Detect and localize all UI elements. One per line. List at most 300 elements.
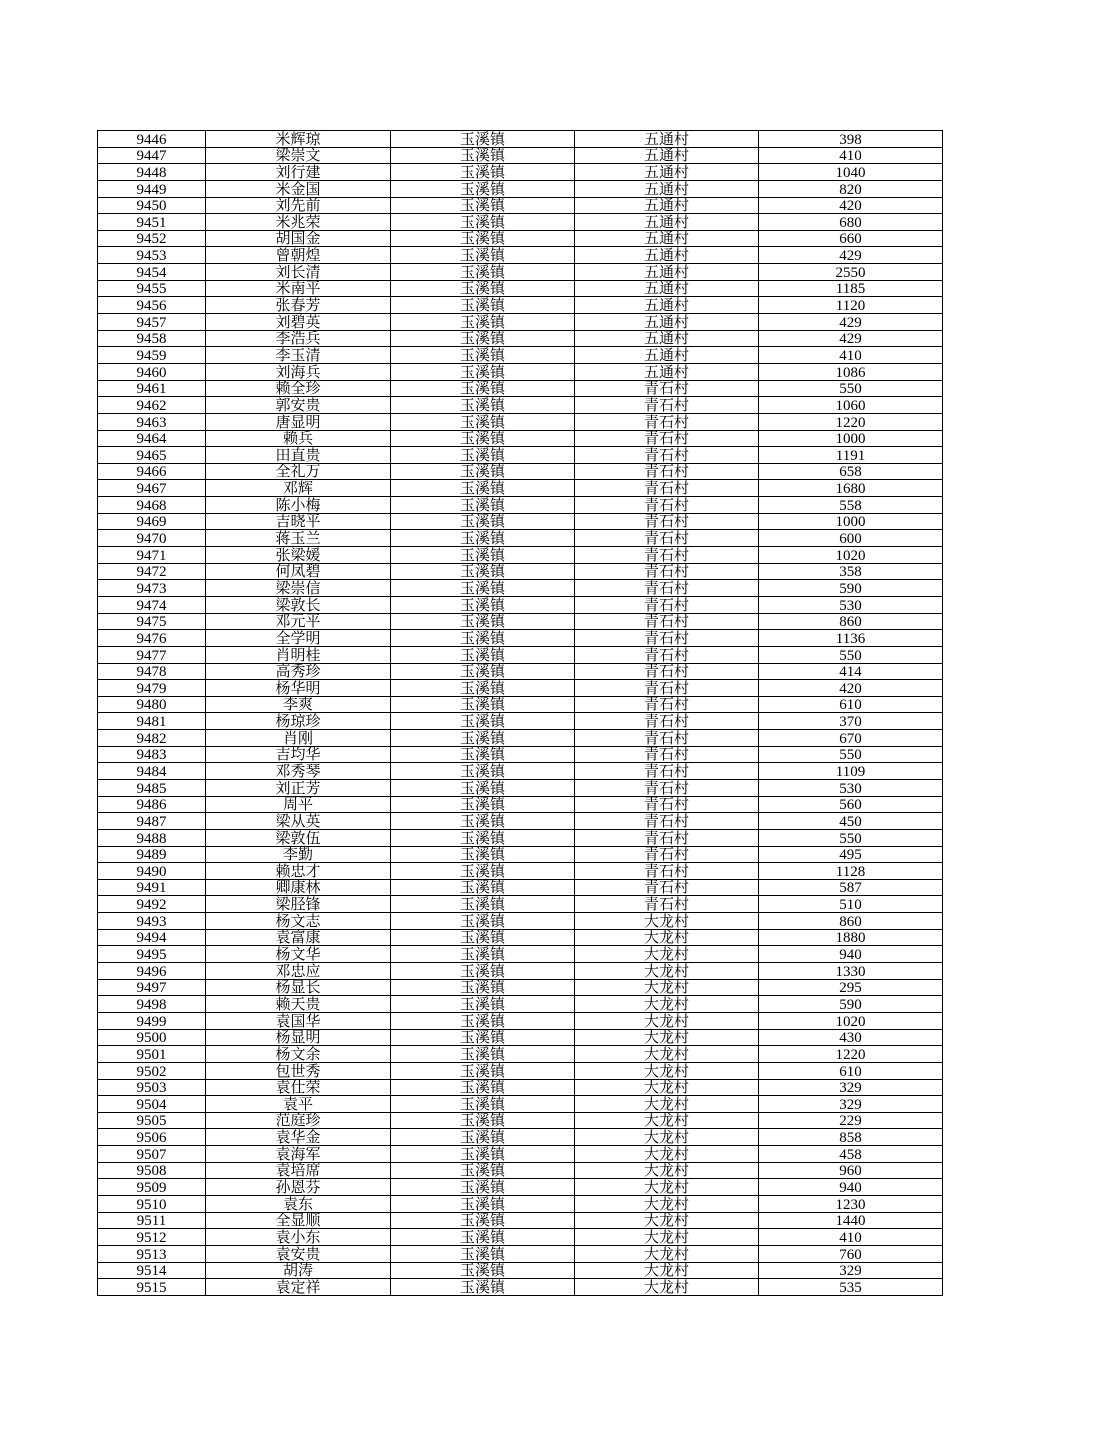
- table-row: [98, 946, 943, 963]
- cell-town: 玉溪镇: [391, 380, 575, 397]
- table-row: [98, 1079, 943, 1096]
- table-row: [98, 663, 943, 680]
- cell-name: 刘先前: [206, 197, 391, 214]
- cell-village: 青石村: [575, 397, 759, 414]
- cell-village: 青石村: [575, 580, 759, 597]
- table-row: [98, 430, 943, 447]
- cell-village: 青石村: [575, 663, 759, 680]
- cell-town: 玉溪镇: [391, 680, 575, 697]
- cell-number: 9496: [98, 963, 206, 980]
- cell-village: 青石村: [575, 430, 759, 447]
- cell-name: 张梁媛: [206, 547, 391, 564]
- table-row: [98, 746, 943, 763]
- cell-town: 玉溪镇: [391, 430, 575, 447]
- cell-number: 9498: [98, 996, 206, 1013]
- cell-town: 玉溪镇: [391, 347, 575, 364]
- cell-town: 玉溪镇: [391, 397, 575, 414]
- cell-town: 玉溪镇: [391, 1212, 575, 1229]
- cell-number: 9452: [98, 230, 206, 247]
- cell-town: 玉溪镇: [391, 813, 575, 830]
- table-row: [98, 696, 943, 713]
- cell-village: 大龙村: [575, 1196, 759, 1213]
- cell-amount: 1330: [759, 963, 943, 980]
- cell-name: 李浩兵: [206, 330, 391, 347]
- table-row: [98, 547, 943, 564]
- cell-amount: 860: [759, 913, 943, 930]
- cell-amount: 558: [759, 497, 943, 514]
- table-row: [98, 280, 943, 297]
- cell-amount: 1020: [759, 1012, 943, 1029]
- cell-amount: 550: [759, 746, 943, 763]
- table-row: [98, 1146, 943, 1163]
- table-row: [98, 563, 943, 580]
- cell-amount: 329: [759, 1262, 943, 1279]
- cell-number: 9473: [98, 580, 206, 597]
- cell-name: 杨华明: [206, 680, 391, 697]
- cell-village: 大龙村: [575, 1062, 759, 1079]
- cell-number: 9454: [98, 264, 206, 281]
- cell-village: 大龙村: [575, 1146, 759, 1163]
- cell-number: 9459: [98, 347, 206, 364]
- cell-name: 张春芳: [206, 297, 391, 314]
- cell-amount: 1230: [759, 1196, 943, 1213]
- cell-town: 玉溪镇: [391, 713, 575, 730]
- cell-number: 9472: [98, 563, 206, 580]
- cell-number: 9469: [98, 513, 206, 530]
- cell-name: 高秀珍: [206, 663, 391, 680]
- cell-amount: 229: [759, 1112, 943, 1129]
- cell-village: 大龙村: [575, 1046, 759, 1063]
- cell-number: 9449: [98, 180, 206, 197]
- cell-village: 青石村: [575, 680, 759, 697]
- cell-village: 五通村: [575, 247, 759, 264]
- cell-town: 玉溪镇: [391, 547, 575, 564]
- cell-village: 五通村: [575, 347, 759, 364]
- cell-number: 9502: [98, 1062, 206, 1079]
- cell-town: 玉溪镇: [391, 363, 575, 380]
- cell-number: 9491: [98, 879, 206, 896]
- cell-name: 蒋玉兰: [206, 530, 391, 547]
- cell-town: 玉溪镇: [391, 946, 575, 963]
- cell-number: 9510: [98, 1196, 206, 1213]
- cell-amount: 410: [759, 347, 943, 364]
- cell-amount: 1440: [759, 1212, 943, 1229]
- cell-amount: 398: [759, 131, 943, 148]
- cell-village: 大龙村: [575, 913, 759, 930]
- cell-name: 李勤: [206, 846, 391, 863]
- cell-town: 玉溪镇: [391, 1046, 575, 1063]
- table-row: [98, 630, 943, 647]
- cell-name: 袁华金: [206, 1129, 391, 1146]
- table-row: [98, 164, 943, 181]
- cell-name: 杨文华: [206, 946, 391, 963]
- cell-amount: 940: [759, 946, 943, 963]
- cell-town: 玉溪镇: [391, 829, 575, 846]
- cell-number: 9479: [98, 680, 206, 697]
- cell-town: 玉溪镇: [391, 230, 575, 247]
- cell-town: 玉溪镇: [391, 1112, 575, 1129]
- cell-village: 青石村: [575, 380, 759, 397]
- cell-number: 9488: [98, 829, 206, 846]
- cell-number: 9497: [98, 979, 206, 996]
- cell-name: 梁崇信: [206, 580, 391, 597]
- cell-number: 9465: [98, 447, 206, 464]
- cell-name: 邓辉: [206, 480, 391, 497]
- cell-number: 9458: [98, 330, 206, 347]
- cell-number: 9456: [98, 297, 206, 314]
- cell-number: 9481: [98, 713, 206, 730]
- cell-number: 9478: [98, 663, 206, 680]
- cell-village: 五通村: [575, 297, 759, 314]
- cell-number: 9503: [98, 1079, 206, 1096]
- cell-village: 大龙村: [575, 979, 759, 996]
- cell-village: 五通村: [575, 363, 759, 380]
- cell-name: 周平: [206, 796, 391, 813]
- cell-village: 青石村: [575, 713, 759, 730]
- cell-village: 大龙村: [575, 1162, 759, 1179]
- cell-amount: 414: [759, 663, 943, 680]
- table-row: [98, 347, 943, 364]
- cell-number: 9461: [98, 380, 206, 397]
- cell-town: 玉溪镇: [391, 447, 575, 464]
- cell-amount: 329: [759, 1079, 943, 1096]
- cell-amount: 1000: [759, 513, 943, 530]
- cell-town: 玉溪镇: [391, 613, 575, 630]
- table-row: [98, 230, 943, 247]
- cell-number: 9484: [98, 763, 206, 780]
- cell-number: 9490: [98, 863, 206, 880]
- table-row: [98, 1162, 943, 1179]
- cell-village: 青石村: [575, 746, 759, 763]
- cell-name: 袁小东: [206, 1229, 391, 1246]
- cell-amount: 410: [759, 1229, 943, 1246]
- table-row: [98, 713, 943, 730]
- cell-name: 杨文余: [206, 1046, 391, 1063]
- table-body: [98, 131, 943, 1296]
- cell-name: 杨显明: [206, 1029, 391, 1046]
- cell-number: 9448: [98, 164, 206, 181]
- cell-name: 全礼万: [206, 463, 391, 480]
- cell-number: 9486: [98, 796, 206, 813]
- cell-amount: 670: [759, 730, 943, 747]
- cell-village: 青石村: [575, 696, 759, 713]
- cell-name: 孙恩芬: [206, 1179, 391, 1196]
- cell-town: 玉溪镇: [391, 563, 575, 580]
- cell-amount: 1880: [759, 929, 943, 946]
- cell-name: 李爽: [206, 696, 391, 713]
- cell-village: 大龙村: [575, 1012, 759, 1029]
- cell-name: 何凤碧: [206, 563, 391, 580]
- table-row: [98, 913, 943, 930]
- cell-town: 玉溪镇: [391, 180, 575, 197]
- cell-amount: 370: [759, 713, 943, 730]
- table-row: [98, 613, 943, 630]
- cell-amount: 429: [759, 330, 943, 347]
- cell-town: 玉溪镇: [391, 480, 575, 497]
- cell-amount: 530: [759, 779, 943, 796]
- cell-amount: 587: [759, 879, 943, 896]
- table-row: [98, 779, 943, 796]
- cell-number: 9487: [98, 813, 206, 830]
- cell-town: 玉溪镇: [391, 1062, 575, 1079]
- cell-name: 曾朝煌: [206, 247, 391, 264]
- cell-number: 9507: [98, 1146, 206, 1163]
- table-row: [98, 363, 943, 380]
- cell-town: 玉溪镇: [391, 413, 575, 430]
- cell-village: 青石村: [575, 829, 759, 846]
- table-row: [98, 596, 943, 613]
- cell-town: 玉溪镇: [391, 147, 575, 164]
- cell-village: 大龙村: [575, 1129, 759, 1146]
- cell-town: 玉溪镇: [391, 796, 575, 813]
- cell-number: 9480: [98, 696, 206, 713]
- cell-amount: 1191: [759, 447, 943, 464]
- cell-village: 大龙村: [575, 1096, 759, 1113]
- cell-name: 肖刚: [206, 730, 391, 747]
- cell-town: 玉溪镇: [391, 1012, 575, 1029]
- cell-name: 田直贵: [206, 447, 391, 464]
- cell-town: 玉溪镇: [391, 530, 575, 547]
- cell-town: 玉溪镇: [391, 280, 575, 297]
- cell-amount: 590: [759, 996, 943, 1013]
- cell-amount: 600: [759, 530, 943, 547]
- cell-village: 五通村: [575, 147, 759, 164]
- table-row: [98, 1229, 943, 1246]
- cell-village: 青石村: [575, 463, 759, 480]
- cell-town: 玉溪镇: [391, 1162, 575, 1179]
- cell-town: 玉溪镇: [391, 779, 575, 796]
- table-row: [98, 380, 943, 397]
- table-row: [98, 513, 943, 530]
- cell-name: 袁仕荣: [206, 1079, 391, 1096]
- cell-name: 梁崇文: [206, 147, 391, 164]
- cell-town: 玉溪镇: [391, 330, 575, 347]
- cell-town: 玉溪镇: [391, 1096, 575, 1113]
- cell-town: 玉溪镇: [391, 1179, 575, 1196]
- table-row: [98, 680, 943, 697]
- cell-town: 玉溪镇: [391, 1262, 575, 1279]
- table-row: [98, 480, 943, 497]
- cell-village: 大龙村: [575, 1112, 759, 1129]
- cell-town: 玉溪镇: [391, 247, 575, 264]
- cell-amount: 560: [759, 796, 943, 813]
- cell-town: 玉溪镇: [391, 463, 575, 480]
- table-row: [98, 264, 943, 281]
- cell-amount: 860: [759, 613, 943, 630]
- cell-amount: 1109: [759, 763, 943, 780]
- cell-name: 梁从英: [206, 813, 391, 830]
- cell-town: 玉溪镇: [391, 646, 575, 663]
- cell-name: 邓忠应: [206, 963, 391, 980]
- cell-village: 青石村: [575, 896, 759, 913]
- cell-town: 玉溪镇: [391, 630, 575, 647]
- cell-number: 9451: [98, 214, 206, 231]
- cell-amount: 450: [759, 813, 943, 830]
- table-row: [98, 730, 943, 747]
- cell-town: 玉溪镇: [391, 746, 575, 763]
- cell-number: 9468: [98, 497, 206, 514]
- cell-amount: 1040: [759, 164, 943, 181]
- cell-amount: 680: [759, 214, 943, 231]
- cell-village: 青石村: [575, 813, 759, 830]
- cell-village: 青石村: [575, 646, 759, 663]
- cell-amount: 1086: [759, 363, 943, 380]
- cell-town: 玉溪镇: [391, 1079, 575, 1096]
- cell-village: 大龙村: [575, 929, 759, 946]
- cell-amount: 550: [759, 646, 943, 663]
- cell-name: 杨文志: [206, 913, 391, 930]
- cell-amount: 550: [759, 380, 943, 397]
- cell-name: 刘行建: [206, 164, 391, 181]
- cell-number: 9504: [98, 1096, 206, 1113]
- table-row: [98, 1096, 943, 1113]
- cell-town: 玉溪镇: [391, 596, 575, 613]
- cell-name: 袁东: [206, 1196, 391, 1213]
- table-row: [98, 1279, 943, 1296]
- cell-number: 9512: [98, 1229, 206, 1246]
- cell-town: 玉溪镇: [391, 963, 575, 980]
- cell-name: 肖明桂: [206, 646, 391, 663]
- table-row: [98, 247, 943, 264]
- cell-amount: 510: [759, 896, 943, 913]
- cell-town: 玉溪镇: [391, 297, 575, 314]
- table-row: [98, 1179, 943, 1196]
- cell-village: 五通村: [575, 264, 759, 281]
- cell-name: 杨显长: [206, 979, 391, 996]
- cell-village: 青石村: [575, 796, 759, 813]
- cell-number: 9474: [98, 596, 206, 613]
- cell-name: 米辉琼: [206, 131, 391, 148]
- cell-name: 吉均华: [206, 746, 391, 763]
- cell-village: 青石村: [575, 763, 759, 780]
- cell-amount: 658: [759, 463, 943, 480]
- cell-village: 青石村: [575, 447, 759, 464]
- cell-town: 玉溪镇: [391, 1245, 575, 1262]
- table-row: [98, 397, 943, 414]
- cell-town: 玉溪镇: [391, 1146, 575, 1163]
- cell-amount: 550: [759, 829, 943, 846]
- cell-village: 五通村: [575, 197, 759, 214]
- cell-number: 9494: [98, 929, 206, 946]
- cell-amount: 429: [759, 314, 943, 331]
- cell-number: 9447: [98, 147, 206, 164]
- cell-number: 9446: [98, 131, 206, 148]
- cell-amount: 410: [759, 147, 943, 164]
- cell-name: 范庭珍: [206, 1112, 391, 1129]
- table-row: [98, 963, 943, 980]
- table-row: [98, 846, 943, 863]
- cell-name: 刘海兵: [206, 363, 391, 380]
- cell-amount: 1185: [759, 280, 943, 297]
- cell-town: 玉溪镇: [391, 696, 575, 713]
- cell-number: 9499: [98, 1012, 206, 1029]
- cell-village: 青石村: [575, 563, 759, 580]
- table-row: [98, 1012, 943, 1029]
- cell-number: 9511: [98, 1212, 206, 1229]
- cell-village: 五通村: [575, 230, 759, 247]
- cell-name: 郭安贵: [206, 397, 391, 414]
- cell-amount: 610: [759, 1062, 943, 1079]
- cell-number: 9485: [98, 779, 206, 796]
- cell-town: 玉溪镇: [391, 131, 575, 148]
- cell-town: 玉溪镇: [391, 763, 575, 780]
- cell-amount: 1060: [759, 397, 943, 414]
- cell-village: 大龙村: [575, 1212, 759, 1229]
- table-row: [98, 1112, 943, 1129]
- cell-number: 9467: [98, 480, 206, 497]
- cell-village: 大龙村: [575, 1229, 759, 1246]
- table-row: [98, 896, 943, 913]
- cell-number: 9475: [98, 613, 206, 630]
- cell-village: 大龙村: [575, 963, 759, 980]
- cell-name: 袁安贵: [206, 1245, 391, 1262]
- cell-amount: 1136: [759, 630, 943, 647]
- cell-amount: 329: [759, 1096, 943, 1113]
- cell-town: 玉溪镇: [391, 513, 575, 530]
- cell-name: 陈小梅: [206, 497, 391, 514]
- cell-number: 9455: [98, 280, 206, 297]
- cell-name: 全显顺: [206, 1212, 391, 1229]
- cell-number: 9476: [98, 630, 206, 647]
- table-row: [98, 580, 943, 597]
- cell-village: 青石村: [575, 530, 759, 547]
- cell-amount: 1120: [759, 297, 943, 314]
- table-row: [98, 1029, 943, 1046]
- cell-name: 梁胫锋: [206, 896, 391, 913]
- cell-name: 赖天贵: [206, 996, 391, 1013]
- cell-amount: 1680: [759, 480, 943, 497]
- cell-name: 袁平: [206, 1096, 391, 1113]
- cell-village: 五通村: [575, 180, 759, 197]
- cell-amount: 295: [759, 979, 943, 996]
- cell-amount: 420: [759, 680, 943, 697]
- table-row: [98, 763, 943, 780]
- table-row: [98, 1062, 943, 1079]
- cell-town: 玉溪镇: [391, 846, 575, 863]
- cell-village: 青石村: [575, 613, 759, 630]
- cell-number: 9471: [98, 547, 206, 564]
- table-row: [98, 530, 943, 547]
- table-row: [98, 147, 943, 164]
- cell-number: 9450: [98, 197, 206, 214]
- cell-amount: 1128: [759, 863, 943, 880]
- cell-name: 邓元平: [206, 613, 391, 630]
- cell-village: 青石村: [575, 630, 759, 647]
- table-row: [98, 829, 943, 846]
- cell-name: 全学明: [206, 630, 391, 647]
- cell-name: 杨琼珍: [206, 713, 391, 730]
- cell-amount: 1220: [759, 1046, 943, 1063]
- cell-number: 9515: [98, 1279, 206, 1296]
- cell-amount: 960: [759, 1162, 943, 1179]
- table-row: [98, 1046, 943, 1063]
- table-row: [98, 330, 943, 347]
- cell-village: 青石村: [575, 863, 759, 880]
- cell-amount: 430: [759, 1029, 943, 1046]
- cell-amount: 610: [759, 696, 943, 713]
- cell-amount: 660: [759, 230, 943, 247]
- cell-name: 米兆荣: [206, 214, 391, 231]
- cell-name: 赖忠才: [206, 863, 391, 880]
- cell-village: 大龙村: [575, 1245, 759, 1262]
- cell-number: 9500: [98, 1029, 206, 1046]
- cell-name: 赖全珍: [206, 380, 391, 397]
- cell-town: 玉溪镇: [391, 1229, 575, 1246]
- cell-village: 大龙村: [575, 1079, 759, 1096]
- cell-amount: 1020: [759, 547, 943, 564]
- cell-name: 赖兵: [206, 430, 391, 447]
- cell-number: 9460: [98, 363, 206, 380]
